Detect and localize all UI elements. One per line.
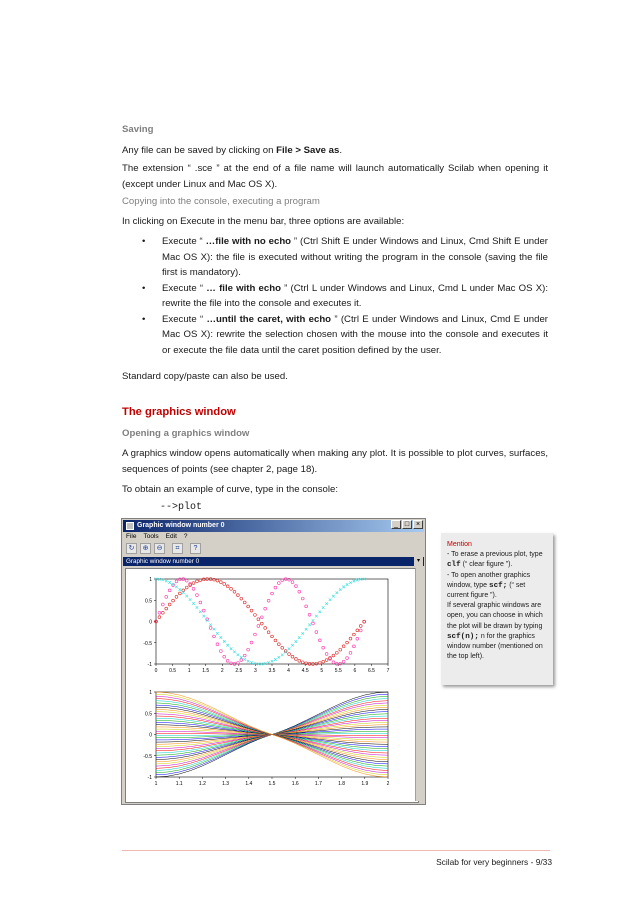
data-point (257, 625, 260, 628)
data-point (243, 658, 246, 661)
menu-path: File > Save as (276, 145, 340, 156)
data-point (192, 582, 195, 585)
mention-scf (447, 571, 547, 602)
data-point (189, 598, 192, 601)
data-point (294, 585, 297, 588)
data-point (178, 578, 181, 581)
rotate-icon[interactable]: ↻ (126, 543, 137, 554)
data-point (318, 639, 321, 642)
page-footer: Scilab for very beginners - 9/33 (436, 857, 552, 867)
maximize-button[interactable]: □ (402, 520, 412, 529)
data-point (213, 628, 216, 631)
data-point (226, 585, 229, 588)
x-tick-label: 1.7 (314, 781, 322, 787)
data-point (250, 661, 253, 664)
data-point (339, 648, 342, 651)
x-tick-label: 1.2 (198, 781, 206, 787)
data-point (356, 637, 359, 640)
data-point (342, 586, 345, 589)
x-tick-label: 7 (386, 668, 390, 674)
saving-line (122, 143, 548, 159)
plot-frame-0 (156, 579, 388, 664)
data-point (185, 595, 188, 598)
data-point (216, 643, 219, 646)
data-point (161, 603, 164, 606)
data-point (175, 586, 178, 589)
data-point (196, 580, 199, 583)
x-tick-label: 6 (353, 668, 357, 674)
data-point (165, 595, 168, 598)
data-point (346, 657, 349, 660)
x-tick-label: 3.5 (268, 668, 276, 674)
data-point (315, 662, 318, 665)
data-point (264, 662, 267, 665)
menu-help[interactable]: ? (183, 533, 188, 540)
mention-text: - To erase a previous plot, type (447, 551, 543, 559)
data-point (353, 580, 356, 583)
close-button[interactable]: × (413, 520, 423, 529)
data-point (318, 611, 321, 614)
data-point (288, 578, 291, 581)
data-point (291, 581, 294, 584)
data-point (294, 658, 297, 661)
data-point (305, 628, 308, 631)
data-point (359, 629, 362, 632)
data-point (213, 635, 216, 638)
data-point (202, 615, 205, 618)
data-point (254, 633, 257, 636)
data-point (332, 661, 335, 664)
y-tick-label: 0 (149, 732, 152, 739)
series-line (156, 692, 388, 777)
data-point (267, 631, 270, 634)
data-point (278, 656, 281, 659)
x-tick-label: 1 (154, 781, 158, 787)
mention-box (441, 533, 553, 685)
data-point (274, 586, 277, 589)
data-point (247, 648, 250, 651)
data-point (312, 619, 315, 622)
data-point (291, 644, 294, 647)
plots-svg (126, 569, 418, 802)
mention-title: Mention (447, 541, 472, 548)
data-point (315, 615, 318, 618)
data-point (237, 653, 240, 656)
data-point (175, 580, 178, 583)
footer-divider (122, 850, 550, 851)
graphics-paragraph: A graphics window opens automatically when making any plot. It is possible to plot curves, surfaces, sequences of points (see chapter 2, page 18). (122, 448, 548, 475)
execute-option-with-echo (122, 281, 548, 312)
option-text: Execute “ (162, 282, 207, 294)
data-point (298, 636, 301, 639)
data-point (220, 636, 223, 639)
data-point (271, 592, 274, 595)
bullet: • (142, 282, 146, 294)
x-tick-label: 2 (220, 668, 224, 674)
data-point (202, 609, 205, 612)
data-point (291, 655, 294, 658)
x-tick-label: 2 (386, 781, 390, 787)
data-point (250, 641, 253, 644)
data-point (260, 622, 263, 625)
x-tick-label: 1.4 (245, 781, 253, 787)
zoom-in-icon[interactable]: ⊕ (140, 543, 151, 554)
option-name: …file with no echo (205, 236, 292, 247)
data-point (346, 583, 349, 586)
data-point (209, 627, 212, 630)
data-point (247, 605, 250, 608)
x-tick-label: 1.3 (222, 781, 230, 787)
zoom-out-icon[interactable]: ⊖ (154, 543, 165, 554)
data-point (179, 588, 182, 591)
window-controls (391, 520, 423, 529)
saving-line-text: Any file can be saved by clicking on (122, 145, 277, 156)
data-point (223, 583, 226, 586)
data-point (322, 646, 325, 649)
x-tick-label: 1 (187, 668, 191, 674)
data-point (277, 582, 280, 585)
data-point (168, 603, 171, 606)
data-point (359, 625, 362, 628)
data-point (281, 646, 284, 649)
data-point (267, 599, 270, 602)
execute-intro: In clicking on Execute in the menu bar, three options are available: (122, 216, 405, 227)
data-point (301, 661, 304, 664)
option-name: … file with echo (206, 282, 281, 294)
option-text: Execute “ (162, 313, 207, 325)
x-tick-label: 4.5 (301, 668, 309, 674)
mention-scfn (447, 601, 547, 662)
x-tick-label: 5 (320, 668, 324, 674)
mention-text: n for the graphics window number (mentioned on the top left). (447, 632, 543, 661)
data-point (332, 654, 335, 657)
data-point (250, 609, 253, 612)
data-point (267, 661, 270, 664)
data-point (226, 644, 229, 647)
data-point (219, 650, 222, 653)
data-point (223, 655, 226, 658)
x-tick-label: 3 (254, 668, 257, 674)
data-point (209, 623, 212, 626)
extension-paragraph: The extension “ .sce ” at the end of a file name will launch automatically Scilab when opening it (except under Linux and Mac OS X). (122, 163, 548, 190)
bullet: • (142, 236, 146, 247)
data-point (322, 606, 325, 609)
y-tick-label: -0.5 (143, 753, 152, 760)
data-point (336, 591, 339, 594)
execute-options-list (122, 234, 548, 358)
graphics-window (121, 518, 426, 805)
mention-text: (“ set current figure ”). (447, 581, 526, 600)
y-tick-label: -1 (147, 775, 152, 781)
execute-option-until-caret (122, 312, 548, 359)
data-point (325, 602, 328, 605)
console-command: -->plot (160, 502, 203, 513)
window-selector[interactable] (123, 557, 424, 566)
data-point (185, 579, 188, 582)
saving-line-end: . (339, 145, 342, 156)
data-point (172, 599, 175, 602)
data-point (202, 578, 205, 581)
copying-heading: Copying into the console, executing a program (122, 196, 320, 207)
y-tick-label: 1 (149, 577, 152, 583)
data-point (274, 658, 277, 661)
data-point (196, 606, 199, 609)
data-point (264, 607, 267, 610)
data-point (165, 580, 168, 583)
data-point (243, 601, 246, 604)
data-point (230, 647, 233, 650)
window-selector-value: Graphic window number 0 (126, 558, 200, 565)
data-point (264, 627, 267, 630)
opening-graphics-heading: Opening a graphics window (122, 428, 250, 439)
x-tick-label: 1.8 (338, 781, 346, 787)
x-tick-label: 1.9 (361, 781, 369, 787)
x-tick-label: 1.5 (268, 781, 276, 787)
data-point (301, 597, 304, 600)
data-point (277, 643, 280, 646)
data-point (216, 632, 219, 635)
data-point (288, 653, 291, 656)
mention-text: (“ clear figure ”). (460, 561, 513, 569)
data-point (312, 622, 315, 625)
data-point (243, 654, 246, 657)
x-tick-label: 1.6 (291, 781, 299, 787)
code-scf-n: scf(n); (447, 632, 479, 641)
option-text: ” (Ctrl Shift E under Windows and Linux, Cmd Shift E under Mac OS X): the file is executed without writing the program in the console (saving the file first is mandatory). (162, 236, 549, 278)
data-point (329, 598, 332, 601)
data-point (271, 660, 274, 663)
menu-file[interactable]: File (126, 533, 137, 540)
data-point (339, 662, 342, 665)
data-point (356, 629, 359, 632)
data-point (332, 595, 335, 598)
data-point (298, 590, 301, 593)
graphics-window-heading: The graphics window (122, 406, 236, 418)
data-point (295, 640, 298, 643)
data-point (236, 594, 239, 597)
data-point (335, 651, 338, 654)
toolbar (126, 543, 201, 554)
data-point (216, 579, 219, 582)
x-tick-label: 0.5 (169, 668, 177, 674)
data-point (353, 633, 356, 636)
data-point (271, 635, 274, 638)
vertical-scrollbar[interactable] (415, 568, 423, 801)
data-point (274, 639, 277, 642)
data-point (257, 618, 260, 621)
y-tick-label: -1 (147, 662, 152, 668)
data-point (240, 597, 243, 600)
help-icon[interactable]: ? (190, 543, 201, 554)
x-tick-label: 6.5 (367, 668, 375, 674)
app-icon (126, 522, 134, 530)
data-point (353, 645, 356, 648)
mention-text: - To open another graphics window, type (447, 571, 531, 589)
data-point (254, 613, 257, 616)
bullet: • (142, 313, 146, 325)
data-point (219, 581, 222, 584)
data-point (342, 660, 345, 663)
y-tick-label: 0.5 (145, 598, 152, 605)
y-tick-label: 0 (149, 619, 152, 626)
data-point (346, 641, 349, 644)
data-point (349, 637, 352, 640)
option-text: ” (Ctrl L under Windows and Linux, Cmd L under Mac OS X): rewrite the file into the console and executes it. (162, 282, 548, 309)
data-point (192, 587, 195, 590)
x-tick-label: 1.1 (175, 781, 183, 787)
data-point (288, 647, 291, 650)
data-point (349, 581, 352, 584)
chevron-down-icon[interactable]: ▾ (414, 557, 423, 566)
x-tick-label: 1.5 (202, 668, 210, 674)
y-tick-label: -0.5 (143, 640, 152, 647)
data-point (233, 651, 236, 654)
data-point (308, 613, 311, 616)
data-point (349, 651, 352, 654)
data-point (281, 654, 284, 657)
data-point (158, 611, 161, 614)
copy-paste-note: Standard copy/paste can also be used. (122, 371, 288, 382)
x-tick-label: 2.5 (235, 668, 243, 674)
data-point (168, 589, 171, 592)
saving-heading: Saving (122, 124, 154, 135)
data-point (322, 660, 325, 663)
data-point (230, 587, 233, 590)
menu-edit[interactable]: Edit (165, 533, 177, 540)
data-point (325, 653, 328, 656)
plot-canvas[interactable] (125, 568, 419, 803)
data-point (158, 616, 161, 619)
data-point (308, 624, 311, 627)
data-point (168, 581, 171, 584)
data-point (260, 616, 263, 619)
datatip-icon[interactable]: ⌗ (172, 543, 183, 554)
data-point (161, 611, 164, 614)
data-point (165, 607, 168, 610)
data-point (325, 659, 328, 662)
data-point (315, 631, 318, 634)
y-tick-label: 1 (149, 690, 152, 696)
data-point (240, 659, 243, 662)
data-point (305, 605, 308, 608)
data-point (254, 662, 257, 665)
data-point (175, 595, 178, 598)
data-point (223, 640, 226, 643)
menu-bar (126, 533, 188, 540)
data-point (192, 602, 195, 605)
y-tick-label: 0.5 (145, 711, 152, 718)
window-title: Graphic window number 0 (137, 522, 225, 529)
x-tick-label: 0 (154, 668, 158, 674)
data-point (301, 632, 304, 635)
mention-clf (447, 550, 547, 570)
menu-tools[interactable]: Tools (143, 533, 159, 540)
data-point (226, 659, 229, 662)
code-clf: clf (447, 561, 461, 570)
minimize-button[interactable]: _ (391, 520, 401, 529)
option-text: ” (Ctrl E under Windows and Linux, Cmd E under Mac OS X): rewrite the selection chosen with the mouse into the console and executes it or execute the file data until the caret position defined by the user. (162, 313, 548, 356)
code-scf: scf; (489, 581, 508, 590)
execute-option-no-echo (122, 234, 548, 281)
x-tick-label: 5.5 (334, 668, 342, 674)
x-tick-label: 4 (287, 668, 290, 674)
data-point (247, 660, 250, 663)
option-text: Execute “ (162, 236, 206, 247)
data-point (233, 590, 236, 593)
data-point (178, 592, 181, 595)
option-name: …until the caret, with echo (206, 313, 332, 325)
window-titlebar[interactable] (123, 520, 424, 532)
data-point (342, 645, 345, 648)
data-point (298, 659, 301, 662)
data-point (196, 594, 199, 597)
data-point (199, 601, 202, 604)
data-point (240, 656, 243, 659)
data-point (199, 610, 202, 613)
data-point (185, 586, 188, 589)
mention-text: If several graphic windows are open, you can choose in which the plot will be drawn by typing (447, 602, 543, 630)
console-instruction: To obtain an example of curve, type in the console: (122, 484, 338, 495)
data-point (339, 588, 342, 591)
